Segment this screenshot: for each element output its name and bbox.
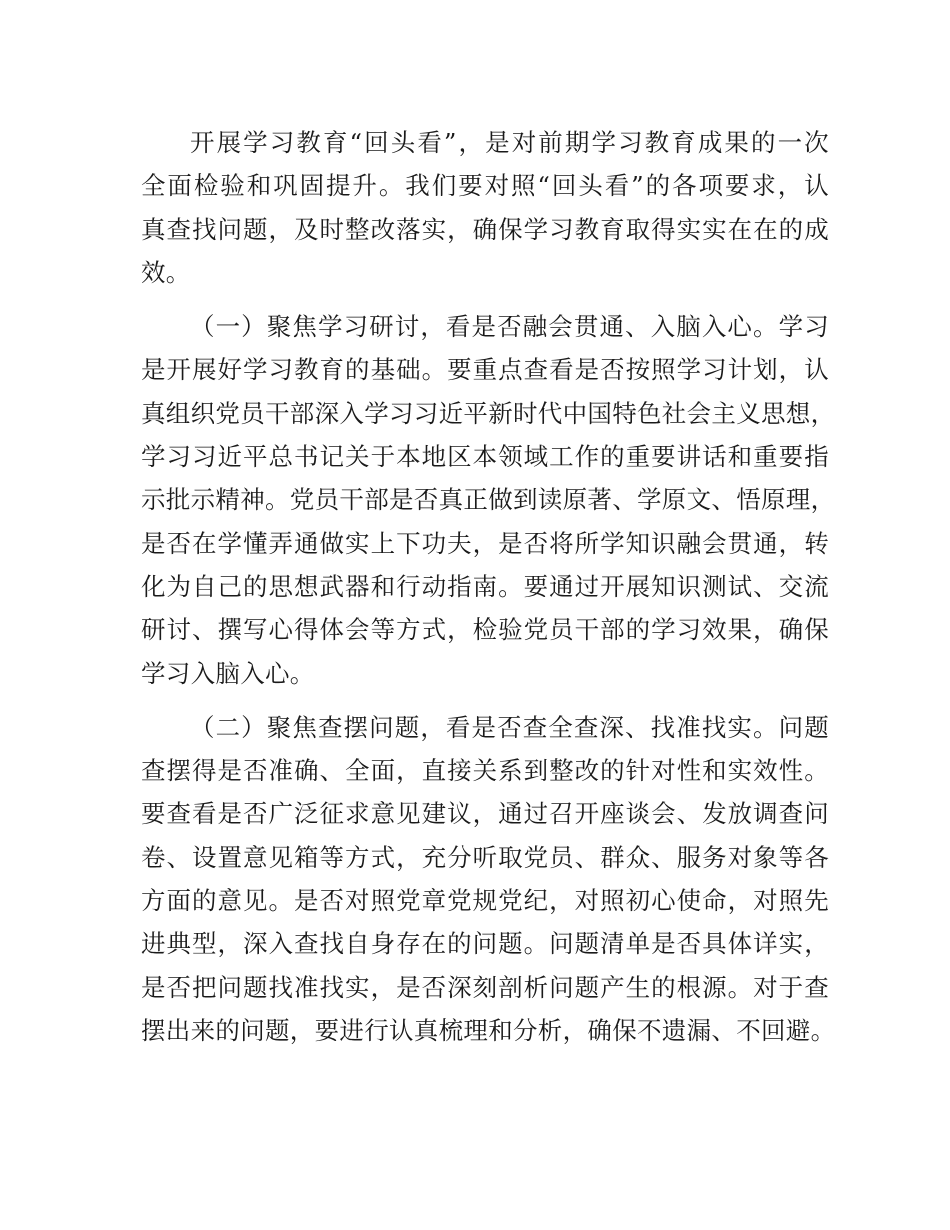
text-line: 学习习近平总书记关于本地区本领域工作的重要讲话和重要指 xyxy=(141,442,829,472)
text-line: 是否在学懂弄通做实上下功夫，是否将所学知识融会贯通，转 xyxy=(141,528,829,558)
text-line: 是否把问题找准找实，是否深刻剖析问题产生的根源。对于查 xyxy=(141,972,829,1002)
text-line: 摆出来的问题，要进行认真梳理和分析，确保不遗漏、不回避。 xyxy=(141,1015,836,1045)
text-line: 真组织党员干部深入学习习近平新时代中国特色社会主义思想， xyxy=(141,398,836,428)
document-body xyxy=(141,121,836,1052)
text-line: （一）聚焦学习研讨，看是否融会贯通、入脑入心。学习 xyxy=(190,312,829,342)
text-line: 开展学习教育“回头看”，是对前期学习教育成果的一次 xyxy=(190,128,829,157)
text-line: 是开展好学习教育的基础。要重点查看是否按照学习计划，认 xyxy=(141,355,829,385)
text-line: （二）聚焦查摆问题，看是否查全查深、找准找实。问题 xyxy=(190,712,829,742)
text-line: 研讨、撰写心得体会等方式，检验党员干部的学习效果，确保 xyxy=(141,615,829,645)
text-line: 化为自己的思想武器和行动指南。要通过开展知识测试、交流 xyxy=(141,571,829,601)
text-line: 卷、设置意见箱等方式，充分听取党员、群众、服务对象等各 xyxy=(141,842,829,872)
text-line: 示批示精神。党员干部是否真正做到读原著、学原文、悟原理， xyxy=(141,485,836,515)
text-line: 学习入脑入心。 xyxy=(141,658,315,688)
paragraph-section-2 xyxy=(141,706,836,1052)
text-line: 查摆得是否准确、全面，直接关系到整改的针对性和实效性。 xyxy=(141,756,829,786)
paragraph-intro xyxy=(141,121,829,294)
text-line: 真查找问题，及时整改落实，确保学习教育取得实实在在的成 xyxy=(141,214,829,244)
text-line: 全面检验和巩固提升。我们要对照“回头看”的各项要求，认 xyxy=(141,171,829,201)
paragraph-section-1 xyxy=(141,305,836,695)
text-line: 效。 xyxy=(141,257,191,287)
text-line: 方面的意见。是否对照党章党规党纪，对照初心使命，对照先 xyxy=(141,886,829,916)
text-line: 进典型，深入查找自身存在的问题。问题清单是否具体详实， xyxy=(141,929,829,959)
text-line: 要查看是否广泛征求意见建议，通过召开座谈会、发放调查问 xyxy=(141,799,829,829)
